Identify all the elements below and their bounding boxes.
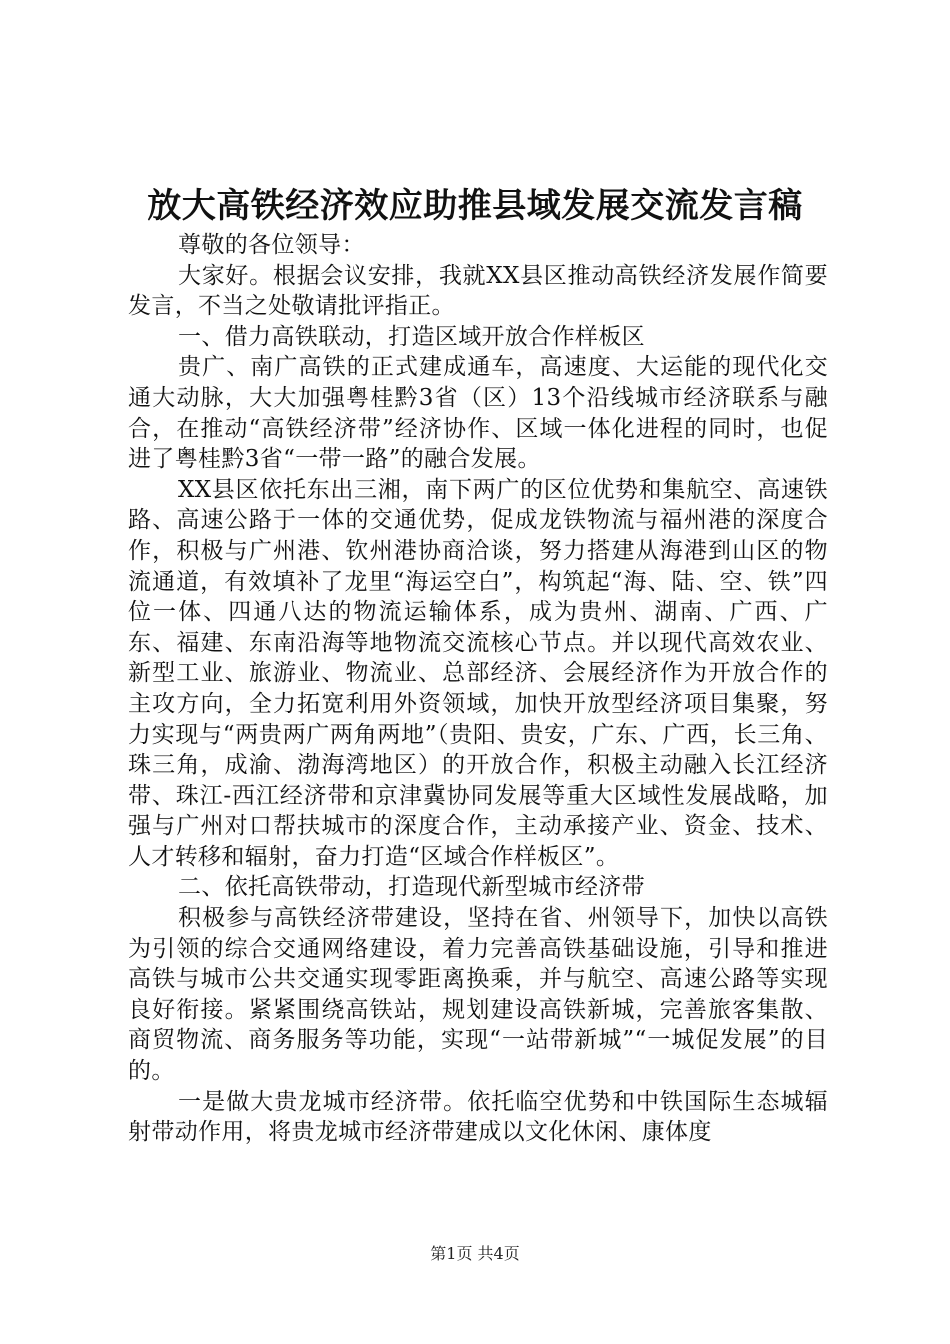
document-body xyxy=(128,230,828,1148)
body-paragraph: 贵广、南广高铁的正式建成通车，高速度、大运能的现代化交通大动脉，大大加强粤桂黔3省（区）13个沿线城市经济联系与融合，在推动“高铁经济带”经济协作、区域一体化进程的同时，也促进了粤桂黔3省“一带一路”的融合发展。 xyxy=(128,354,828,473)
salutation: 尊敬的各位领导： xyxy=(178,232,365,258)
body-paragraph: 大家好。根据会议安排，我就XX县区推动高铁经济发展作简要发言，不当之处敬请批评指正。 xyxy=(128,262,828,320)
page-footer: 第1页 共4页 xyxy=(430,1244,520,1263)
document-title: 放大高铁经济效应助推县域发展交流发言稿 xyxy=(147,186,803,226)
section-heading: 二、依托高铁带动，打造现代新型城市经济带 xyxy=(178,874,645,901)
body-paragraph: 积极参与高铁经济带建设，坚持在省、州领导下，加快以高铁为引领的综合交通网络建设，着力完善高铁基础设施，引导和推进高铁与城市公共交通实现零距离换乘，并与航空、高速公路等实现良好衔接。紧紧围绕高铁站，规划建设高铁新城，完善旅客集散、商贸物流、商务服务等功能，实现“一站带新城”“一城促发展”的目的。 xyxy=(128,905,828,1085)
body-paragraph: 一是做大贵龙城市经济带。依托临空优势和中铁国际生态城辐射带动作用，将贵龙城市经济带建成以文化休闲、康体度 xyxy=(128,1088,828,1146)
body-paragraph: XX县区依托东出三湘，南下两广的区位优势和集航空、高速铁路、高速公路于一体的交通优势，促成龙铁物流与福州港的深度合作，积极与广州港、钦州港协商洽谈，努力搭建从海港到山区的物流通道，有效填补了龙里“海运空白”，构筑起“海、陆、空、铁”四位一体、四通八达的物流运输体系，成为贵州、湖南、广西、广东、福建、东南沿海等地物流交流核心节点。并以现代高效农业、新型工业、旅游业、物流业、总部经济、会展经济作为开放合作的主攻方向，全力拓宽利用外资领域，加快开放型经济项目集聚，努力实现与“两贵两广两角两地”（贵阳、贵安，广东、广西，长三角、珠三角，成渝、渤海湾地区）的开放合作，积极主动融入长江经济带、珠江-西江经济带和京津冀协同发展等重大区域性发展战略，加强与广州对口帮扶城市的深度合作，主动承接产业、资金、技术、人才转移和辐射，奋力打造“区域合作样板区”。 xyxy=(128,476,828,870)
section-heading: 一、借力高铁联动，打造区域开放合作样板区 xyxy=(178,323,645,350)
